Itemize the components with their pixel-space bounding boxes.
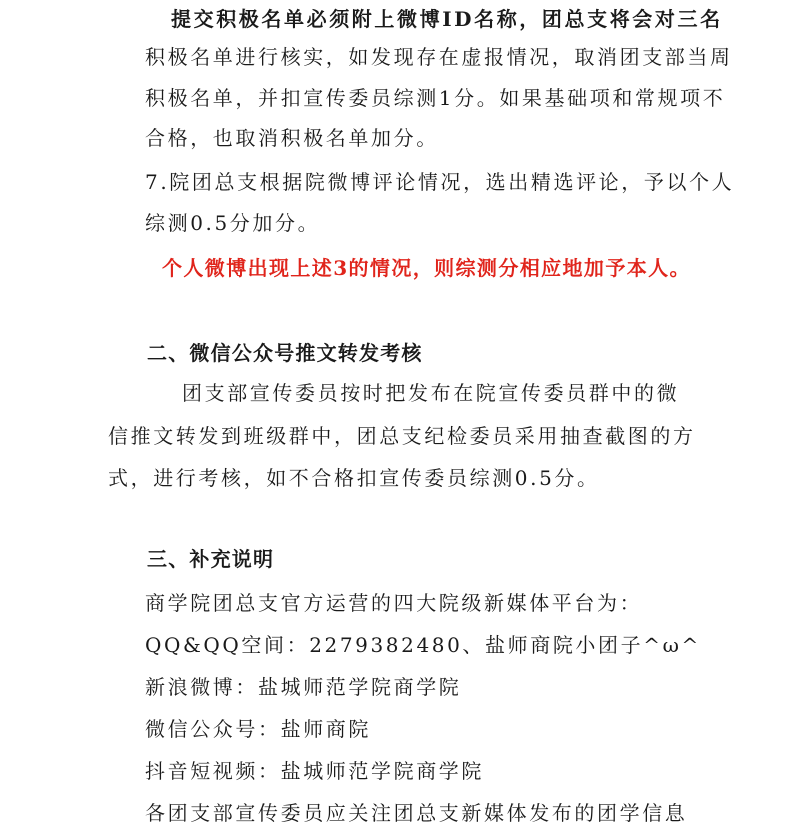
list-item-7: 7.院团总支根据院微博评论情况，选出精选评论，予以个人 (145, 170, 735, 194)
paragraph-line: 式，进行考核，如不合格扣宣传委员综测0.5分。 (108, 466, 600, 490)
paragraph-line: 团支部宣传委员按时把发布在院宣传委员群中的微 (182, 381, 680, 405)
paragraph-line: 各团支部宣传委员应关注团总支新媒体发布的团学信息 (145, 801, 688, 825)
platform-qq: QQ&QQ空间：2279382480、盐师商院小团子^ω^ (145, 633, 701, 657)
platform-wechat: 微信公众号：盐师商院 (145, 717, 371, 741)
paragraph-line: 积极名单，并扣宣传委员综测1分。如果基础项和常规项不 (145, 86, 726, 110)
section-heading-wechat: 二、微信公众号推文转发考核 (147, 341, 423, 365)
paragraph-line: 综测0.5分加分。 (145, 211, 321, 235)
platform-douyin: 抖音短视频：盐城师范学院商学院 (145, 759, 484, 783)
section-heading-supplement: 三、补充说明 (147, 547, 275, 571)
paragraph-line: 合格，也取消积极名单加分。 (145, 126, 439, 150)
paragraph-line: 积极名单进行核实，如发现存在虚报情况，取消团支部当周 (145, 45, 733, 69)
platform-weibo: 新浪微博：盐城师范学院商学院 (145, 675, 462, 699)
paragraph-line: 商学院团总支官方运营的四大院级新媒体平台为： (145, 591, 643, 615)
paragraph-line: 信推文转发到班级群中，团总支纪检委员采用抽查截图的方 (108, 424, 696, 448)
paragraph-line: 提交积极名单必须附上微博ID名称，团总支将会对三名 (171, 7, 723, 31)
emphasis-note: 个人微博出现上述3的情况，则综测分相应地加予本人。 (162, 256, 691, 280)
